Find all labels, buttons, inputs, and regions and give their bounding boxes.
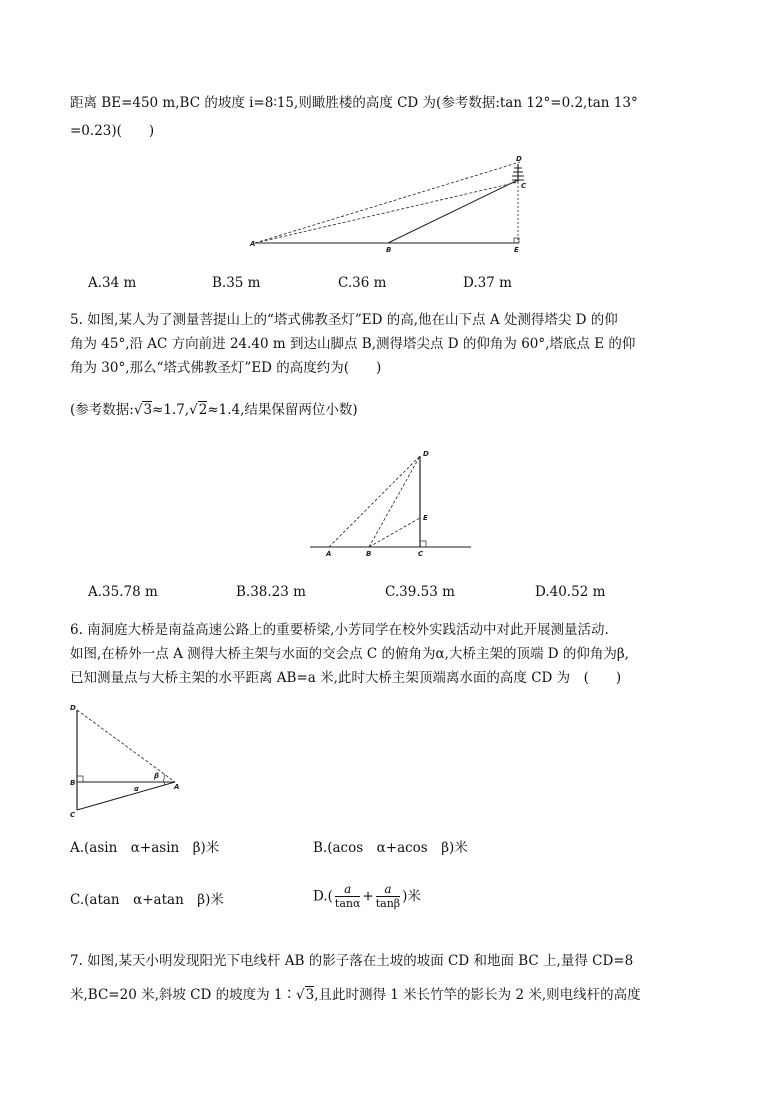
q6-text-line2: 如图,在桥外一点 A 测得大桥主架与水面的交会点 C 的俯角为α,大桥主架的顶端 D 的仰角为β, [70, 646, 629, 662]
q4-label-b: B [386, 246, 392, 254]
q5-text-line2: 角为 45°,沿 AC 方向前进 24.40 m 到达山脚点 B,测得塔尖点 D 的仰角为 60°,塔底点 E 的仰 [70, 336, 636, 352]
q4-label-a: A [250, 240, 256, 248]
q5-option-b: B.38.23 m [236, 584, 306, 600]
q4-option-b: B.35 m [212, 275, 261, 291]
q6-label-d: D [70, 704, 76, 712]
q4-label-c: C [521, 182, 527, 190]
q5-text-line1: 5. 如图,某人为了测量菩提山上的“塔式佛教圣灯”ED 的高,他在山下点 A 处测得塔尖 D 的仰 [70, 312, 618, 328]
q6-option-d: D.( $\frac{a}{\tan\alpha}$ + $\frac{a}{\tan\beta}$ )米 [313, 882, 421, 910]
q6-text-line3: 已知测量点与大桥主架的水平距离 AB=a 米,此时大桥主架顶端离水面的高度 CD 为 ( ) [70, 670, 622, 686]
q4-label-d: D [516, 155, 522, 163]
q6-option-c: C.(atan α+atan β)米 [70, 892, 224, 908]
q7-text-line2: 米,BC=20 米,斜坡 CD 的坡度为 1∶√3,且此时测得 1 米长竹竿的影长为 2 米,则电线杆的高度 [70, 987, 641, 1003]
q5-label-e: E [423, 514, 428, 522]
q6-label-a: A [174, 783, 180, 791]
q6-figure [68, 700, 188, 825]
q4-text-line2: =0.23)( ) [70, 123, 155, 139]
q6-label-beta: β [154, 772, 160, 780]
q5-label-b: B [366, 550, 372, 558]
sqrt-icon: √ [133, 402, 143, 418]
sqrt-icon: √ [295, 987, 305, 1003]
q5-option-a: A.35.78 m [88, 584, 158, 600]
q4-option-a: A.34 m [88, 275, 137, 291]
q5-label-d: D [423, 450, 429, 458]
q4-option-c: C.36 m [338, 275, 387, 291]
q5-text-line3: 角为 30°,那么“塔式佛教圣灯”ED 的高度约为( ) [70, 360, 382, 376]
q5-option-d: D.40.52 m [535, 584, 606, 600]
q4-option-d: D.37 m [463, 275, 512, 291]
q6-label-c: C [70, 811, 76, 819]
q6-label-b: B [70, 779, 76, 787]
q4-label-e: E [514, 246, 519, 254]
q6-label-alpha: α [134, 785, 139, 793]
q5-label-c: C [418, 550, 424, 558]
q5-figure [305, 448, 475, 560]
q7-text-line1: 7. 如图,某天小明发现阳光下电线杆 AB 的影子落在土坡的坡面 CD 和地面 BC 上,量得 CD=8 [70, 953, 634, 969]
q5-hint: (参考数据:√3≈1.7,√2≈1.4,结果保留两位小数) [70, 402, 358, 418]
q4-figure [250, 152, 530, 257]
q6-option-a: A.(asin α+asin β)米 [70, 840, 220, 856]
q4-text-line1: 距离 BE=450 m,BC 的坡度 i=8∶15,则瞰胜楼的高度 CD 为(参考数据:tan 12°=0.2,tan 13° [70, 95, 638, 111]
q6-option-b: B.(acos α+acos β)米 [313, 840, 468, 856]
q5-label-a: A [326, 550, 332, 558]
q5-option-c: C.39.53 m [385, 584, 455, 600]
sqrt-icon: √ [189, 402, 198, 418]
q6-text-line1: 6. 南洞庭大桥是南益高速公路上的重要桥梁,小芳同学在校外实践活动中对此开展测量活动. [70, 622, 609, 638]
